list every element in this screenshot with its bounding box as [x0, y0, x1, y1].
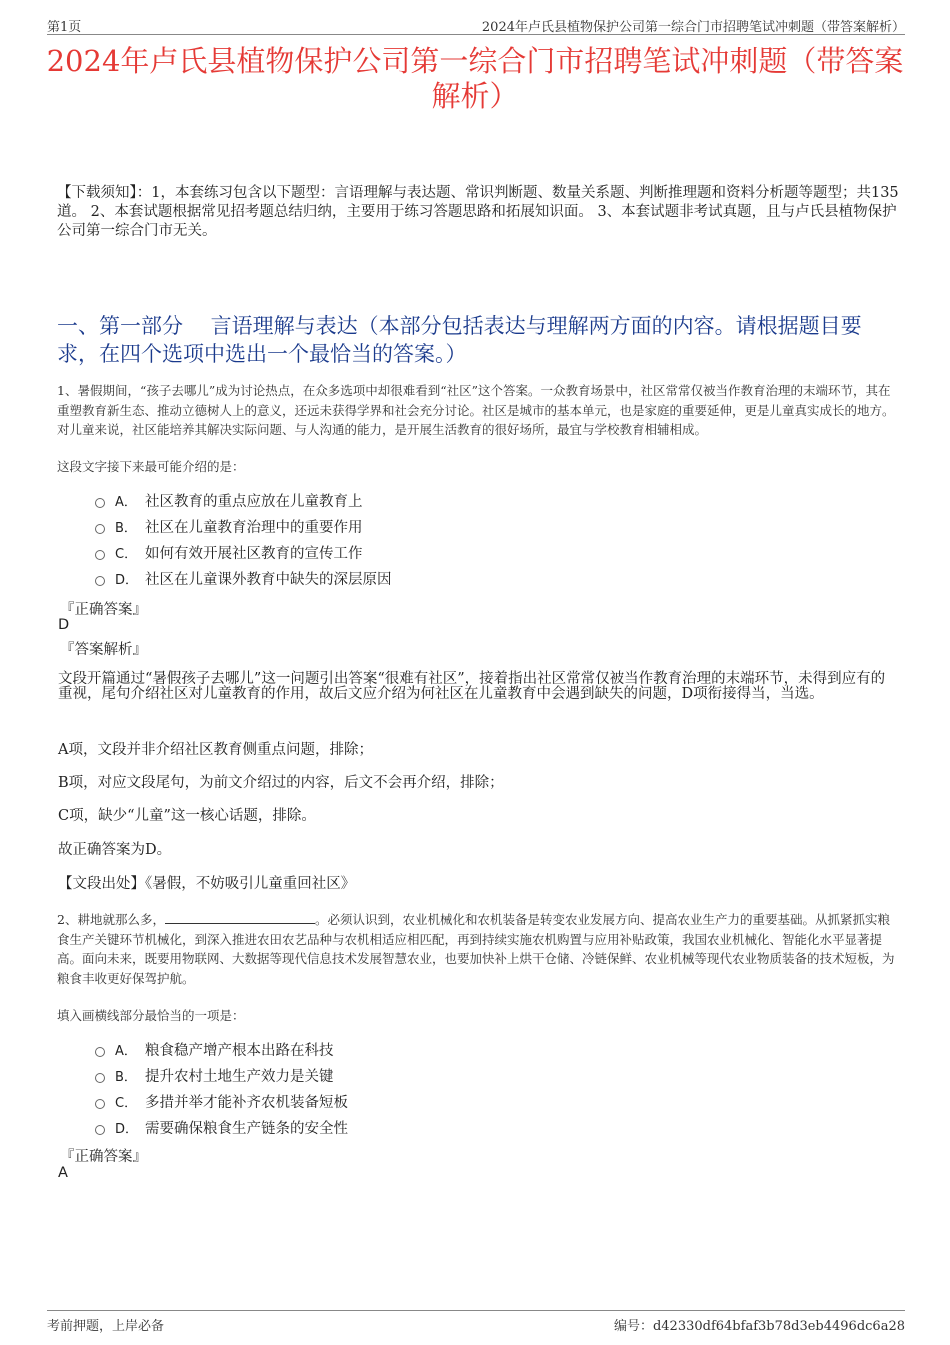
- option-b[interactable]: B． 社区在儿童教育治理中的重要作用: [95, 513, 392, 539]
- option-c[interactable]: C． 多措并举才能补齐农机装备短板: [95, 1088, 348, 1114]
- analysis-paragraph: B项，对应文段尾句，为前文介绍过的内容，后文不会再介绍，排除；: [58, 775, 504, 791]
- analysis-paragraph: A项，文段并非介绍社区教育侧重点问题，排除；: [58, 742, 373, 758]
- page-header: [47, 14, 905, 35]
- question-1-stem: 1、暑假期间，“孩子去哪儿”成为讨论热点，在众多选项中却很难看到“社区”这个答案。一众教育场景中，社区常常仅被当作教育治理的末端环节，其在重塑教育新生态、推动立德树人上的意义，还远未获得学界和社会充分讨论。社区是城市的基本单元，也是家庭的重要延伸，更是儿童真实成长的地方。对儿童来说，社区能培养其解决实际问题、与人沟通的能力，是开展生活教育的很好场所，最宜与学校教育相辅相成。: [57, 383, 895, 437]
- radio-icon[interactable]: [95, 550, 105, 560]
- correct-answer: A: [58, 1165, 68, 1181]
- document-title: 2024年卢氏县植物保护公司第一综合门市招聘笔试冲刺题（带答案解析）: [46, 44, 904, 113]
- question-2-prompt: 填入画横线部分最恰当的一项是：: [57, 1008, 245, 1023]
- section-heading: 一、第一部分 言语理解与表达（本部分包括表达与理解两方面的内容。请根据题目要求，在四个选项中选出一个最恰当的答案。）: [57, 314, 862, 366]
- question-1-prompt: 这段文字接下来最可能介绍的是：: [57, 459, 245, 474]
- download-notice: 【下载须知】：1，本套练习包含以下题型：言语理解与表达题、常识判断题、数量关系题、判断推理题和资料分析题等题型；共135道。 2、本套试题根据常见招考题总结归纳，主要用于练习答题思路和拓展知识面。 3、本套试题非考试真题，且与卢氏县植物保护公司第一综合门市无关。: [57, 185, 899, 239]
- correct-answer: D: [58, 617, 70, 633]
- answer-label: 『正确答案』: [60, 1149, 147, 1165]
- source-citation: 【文段出处】《暑假，不妨吸引儿童重回社区》: [58, 876, 356, 892]
- page-footer: [47, 1310, 905, 1335]
- radio-icon[interactable]: [95, 1047, 105, 1057]
- fill-blank-line: [165, 911, 315, 924]
- question-2-stem: 2、耕地就那么多， 。必须认识到，农业机械化和农机装备是转变农业发展方向、提高农业生产力的重要基础。从抓紧抓实粮食生产关键环节机械化，到深入推进农田农艺品种与农机相适应相匹配，再到持续实施农机购置与应用补贴政策，我国农业机械化、智能化水平显著提高。面向未来，既要用物联网、大数据等现代信息技术发展智慧农业，也要加快补上烘干仓储、冷链保鲜、农业机械等现代农业物质装备的技术短板，为粮食丰收更好保驾护航。: [57, 912, 895, 986]
- question-2-options: [95, 1036, 348, 1140]
- radio-icon[interactable]: [95, 1073, 105, 1083]
- radio-icon[interactable]: [95, 1125, 105, 1135]
- analysis-paragraph: C项，缺少“儿童”这一核心话题，排除。: [58, 808, 316, 824]
- analysis-paragraph: 文段开篇通过“暑假孩子去哪儿”这一问题引出答案“很难有社区”，接着指出社区常常仅被当作教育治理的末端环节，未得到应有的重视，尾句介绍社区对儿童教育的作用，故后文应介绍为何社区在儿童教育中会遇到缺失的问题，D项衔接得当，当选。: [58, 671, 886, 702]
- option-d[interactable]: D． 需要确保粮食生产链条的安全性: [95, 1114, 348, 1140]
- analysis-label: 『答案解析』: [60, 642, 147, 658]
- analysis-paragraph: 故正确答案为D。: [58, 842, 172, 858]
- radio-icon[interactable]: [95, 524, 105, 534]
- option-d[interactable]: D． 社区在儿童课外教育中缺失的深层原因: [95, 565, 392, 591]
- footer-slogan: 考前押题，上岸必备: [47, 1319, 165, 1334]
- question-1-options: [95, 487, 392, 591]
- option-a[interactable]: A． 粮食稳产增产根本出路在科技: [95, 1036, 348, 1062]
- answer-label: 『正确答案』: [60, 602, 147, 618]
- radio-icon[interactable]: [95, 576, 105, 586]
- option-a[interactable]: A． 社区教育的重点应放在儿童教育上: [95, 487, 392, 513]
- header-doc-title: 2024年卢氏县植物保护公司第一综合门市招聘笔试冲刺题（带答案解析）: [481, 20, 905, 35]
- option-c[interactable]: C． 如何有效开展社区教育的宣传工作: [95, 539, 392, 565]
- radio-icon[interactable]: [95, 498, 105, 508]
- option-b[interactable]: B． 提升农村土地生产效力是关键: [95, 1062, 348, 1088]
- document-id: 编号：d42330df64bfaf3b78d3eb4496dc6a28: [613, 1319, 905, 1334]
- page-number: 第1页: [47, 20, 82, 35]
- radio-icon[interactable]: [95, 1099, 105, 1109]
